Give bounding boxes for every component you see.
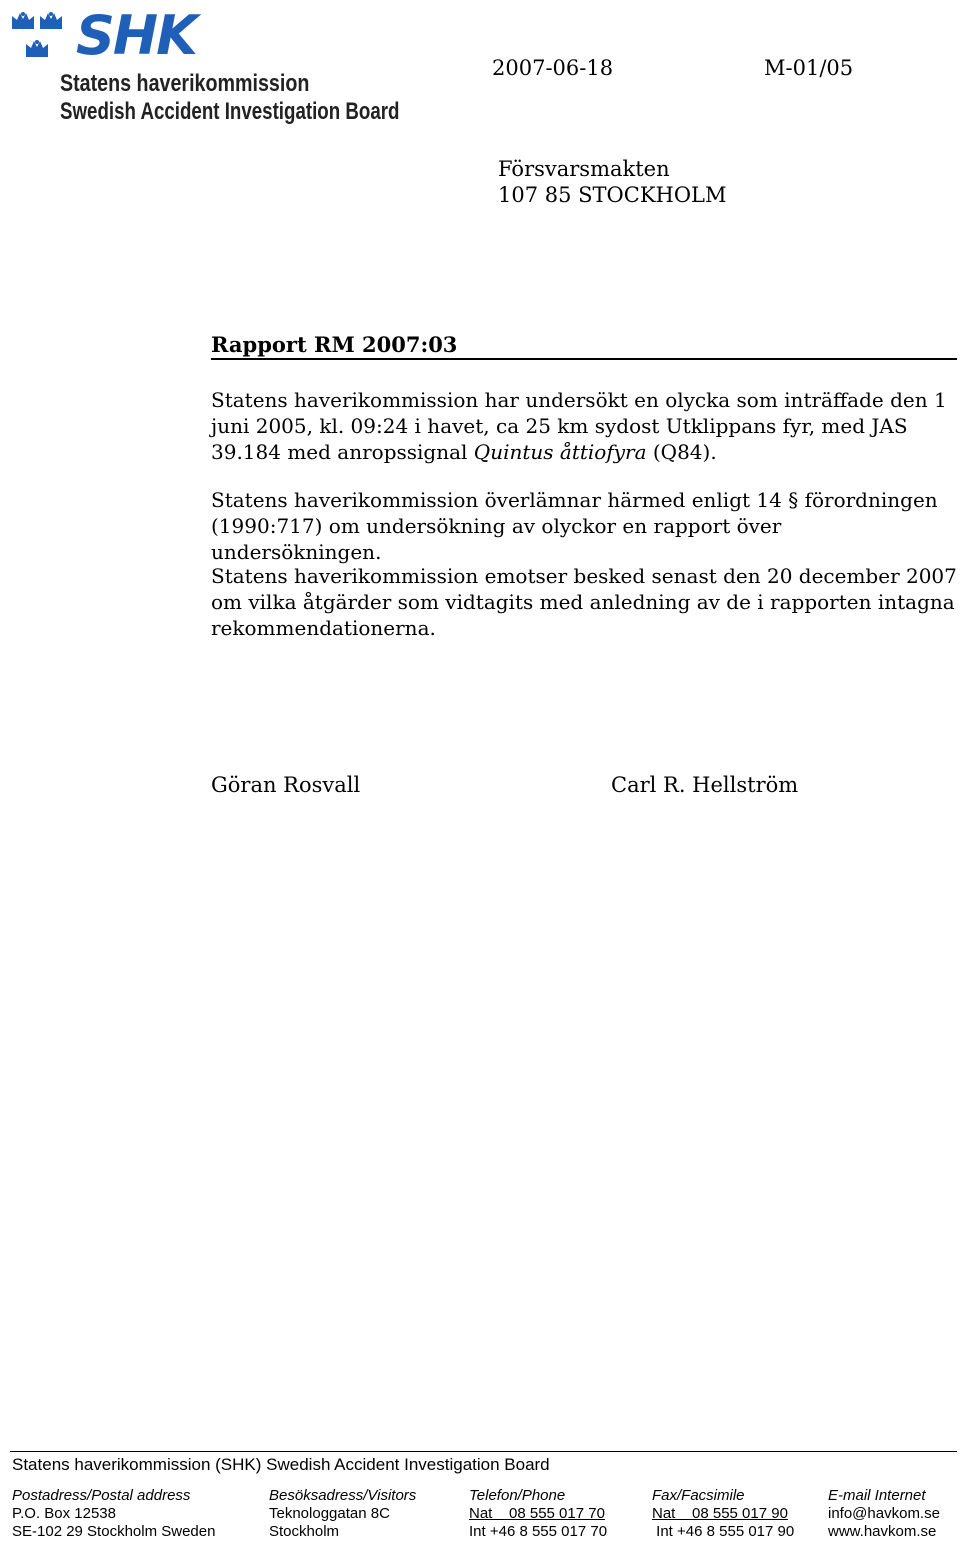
document-date: 2007-06-18 xyxy=(492,56,614,80)
recipient-address xyxy=(498,156,727,208)
paragraph-text: förordningen (1990:717) om undersökning av olyckor en rapport över undersökningen. xyxy=(211,488,938,564)
footer-heading: E-mail Internet xyxy=(828,1487,926,1504)
recipient-line1: Försvarsmakten xyxy=(498,157,670,181)
three-crowns-icon xyxy=(10,8,66,68)
footer-visitors-address xyxy=(269,1487,416,1541)
signature-right: Carl R. Hellström xyxy=(611,773,799,797)
logo-brand-text: SHK xyxy=(76,4,196,67)
logo-name-swedish: Statens haverikommission xyxy=(60,70,310,97)
paragraph-submission xyxy=(211,487,957,565)
footer-line: P.O. Box 12538 xyxy=(12,1505,116,1522)
footer-phone-national: Nat 08 555 017 70 xyxy=(469,1505,605,1522)
footer-line: Stockholm xyxy=(269,1523,340,1540)
title-divider xyxy=(211,358,957,360)
call-sign: Quintus åttiofyra xyxy=(473,440,647,464)
logo-name-english: Swedish Accident Investigation Board xyxy=(60,98,400,125)
footer-line: SE-102 29 Stockholm Sweden xyxy=(12,1523,216,1540)
footer-heading: Besöksadress/Visitors xyxy=(269,1487,417,1504)
footer-fax xyxy=(652,1487,794,1541)
footer-website: www.havkom.se xyxy=(828,1523,937,1540)
footer-line: Teknologgatan 8C xyxy=(269,1505,390,1522)
footer-phone xyxy=(469,1487,607,1541)
footer-heading: Postadress/Postal address xyxy=(12,1487,191,1504)
paragraph-request: Statens haverikommission emotser besked senast den 20 december 2007 om vilka åtgärder som vidtagits med anledning av de i rapporten intagna rekommendationerna. xyxy=(211,564,957,640)
document-reference: M-01/05 xyxy=(764,56,854,80)
paragraph-text: (Q84). xyxy=(646,440,717,464)
footer-contact xyxy=(828,1487,940,1541)
footer-fax-national: Nat 08 555 017 90 xyxy=(652,1505,788,1522)
footer-heading: Telefon/Phone xyxy=(469,1487,566,1504)
footer-fax-international: Int +46 8 555 017 90 xyxy=(652,1523,795,1540)
footer-divider xyxy=(10,1451,957,1452)
recipient-line2: 107 85 STOCKHOLM xyxy=(498,183,727,207)
section-sign: § xyxy=(788,488,799,512)
paragraph-text: Statens haverikommission har undersökt en olycka som inträffade den 1 juni 2005, kl. 09:24 i havet, ca 25 km sydost Utklippans fyr, med JAS 39.184 med anropssignal xyxy=(211,388,947,464)
footer-postal-address xyxy=(12,1487,215,1541)
report-title: Rapport RM 2007:03 xyxy=(211,332,458,357)
footer-heading: Fax/Facsimile xyxy=(652,1487,745,1504)
paragraph-text: Statens haverikommission överlämnar härmed enligt 14 xyxy=(211,488,789,512)
footer-title: Statens haverikommission (SHK) Swedish Accident Investigation Board xyxy=(12,1455,550,1474)
footer-phone-international: Int +46 8 555 017 70 xyxy=(469,1523,608,1540)
signature-left: Göran Rosvall xyxy=(211,773,361,797)
shk-logo xyxy=(10,4,400,125)
footer-email: info@havkom.se xyxy=(828,1505,940,1522)
paragraph-incident xyxy=(211,387,957,465)
